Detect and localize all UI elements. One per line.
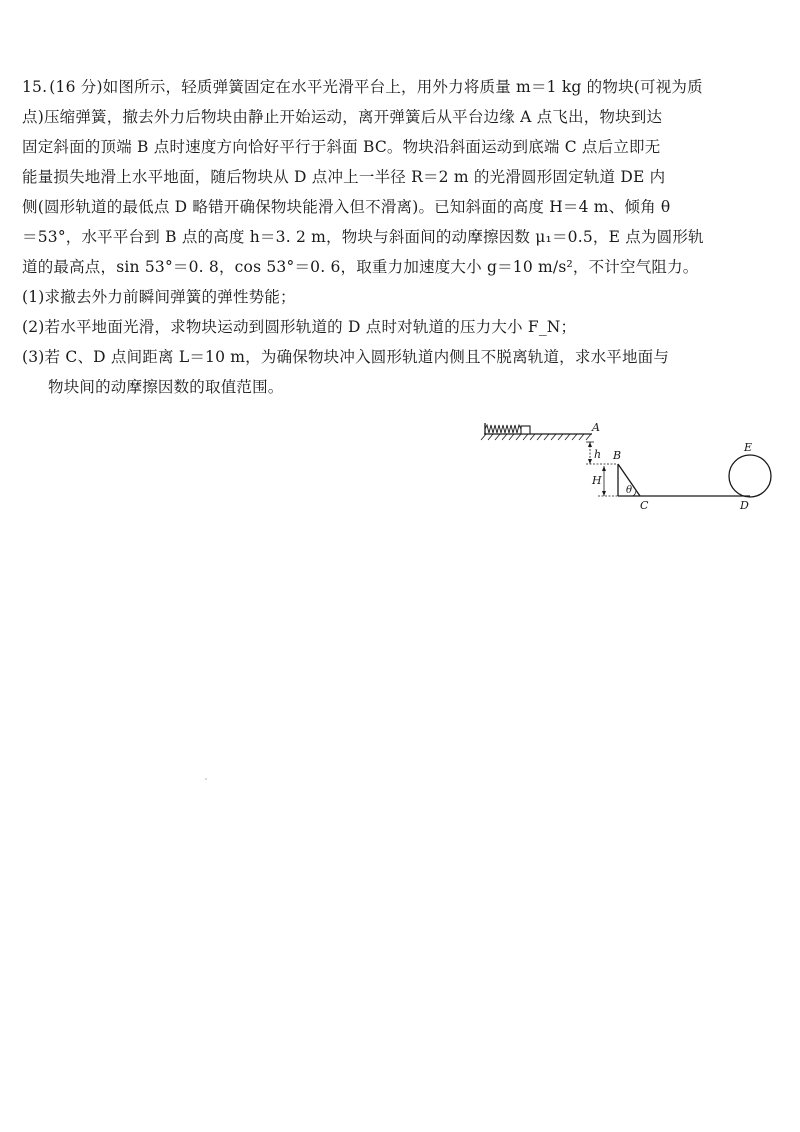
stem-line: 固定斜面的顶端 B 点时速度方向恰好平行于斜面 BC。物块沿斜面运动到底端 C 点后立即无 bbox=[22, 138, 661, 156]
question-text: 物块间的动摩擦因数的取值范围。 bbox=[48, 378, 284, 396]
stem-line: 点)压缩弹簧，撤去外力后物块由静止开始运动，离开弹簧后从平台边缘 A 点飞出，物块到达 bbox=[22, 108, 663, 126]
circular-track bbox=[729, 455, 771, 497]
block-icon bbox=[521, 426, 530, 434]
question-2 bbox=[22, 312, 778, 342]
problem-stem bbox=[22, 72, 778, 282]
question-text: (3)若 C、D 点间距离 L＝10 m，为确保物块冲入圆形轨道内侧且不脱离轨道，求水平地面与 bbox=[22, 348, 670, 366]
label-A: A bbox=[592, 421, 600, 434]
scan-speck bbox=[205, 778, 207, 780]
question-3-continued bbox=[22, 372, 778, 402]
label-E: E bbox=[744, 441, 753, 454]
label-D: D bbox=[740, 499, 749, 512]
label-C: C bbox=[640, 499, 649, 512]
platform bbox=[481, 434, 592, 440]
stem-line: 道的最高点，sin 53°＝0. 8，cos 53°＝0. 6，取重力加速度大小 g＝10 m/s²，不计空气阻力。 bbox=[22, 258, 699, 276]
problem-15 bbox=[22, 72, 778, 402]
question-1 bbox=[22, 282, 778, 312]
question-text: (2)若水平地面光滑，求物块运动到圆形轨道的 D 点时对轨道的压力大小 F_N； bbox=[22, 318, 577, 336]
stem-line: 侧(圆形轨道的最低点 D 略错开确保物块能滑入但不滑离)。已知斜面的高度 H＝4 m、倾角 θ bbox=[22, 198, 671, 216]
stem-line: 如图所示，轻质弹簧固定在水平光滑平台上，用外力将质量 m＝1 kg 的物块(可视为质 bbox=[102, 78, 703, 96]
stem-line: ＝53°，水平平台到 B 点的高度 h＝3. 2 m，物块与斜面间的动摩擦因数 μ₁＝0.5，E 点为圆形轨 bbox=[22, 228, 704, 246]
label-theta: θ bbox=[626, 485, 633, 496]
label-h: h bbox=[594, 448, 602, 461]
question-text: (1)求撤去外力前瞬间弹簧的弹性势能； bbox=[22, 288, 296, 306]
physics-diagram bbox=[478, 420, 778, 520]
label-B: B bbox=[613, 449, 622, 462]
label-H: H bbox=[592, 474, 602, 487]
problem-number: 15. bbox=[22, 78, 48, 96]
question-3 bbox=[22, 342, 778, 372]
spring-icon bbox=[485, 423, 521, 434]
problem-score: (16 分) bbox=[49, 78, 103, 96]
stem-line: 能量损失地滑上水平地面，随后物块从 D 点冲上一半径 R＝2 m 的光滑圆形固定轨道 DE 内 bbox=[22, 168, 666, 186]
angle-arc bbox=[633, 490, 636, 496]
